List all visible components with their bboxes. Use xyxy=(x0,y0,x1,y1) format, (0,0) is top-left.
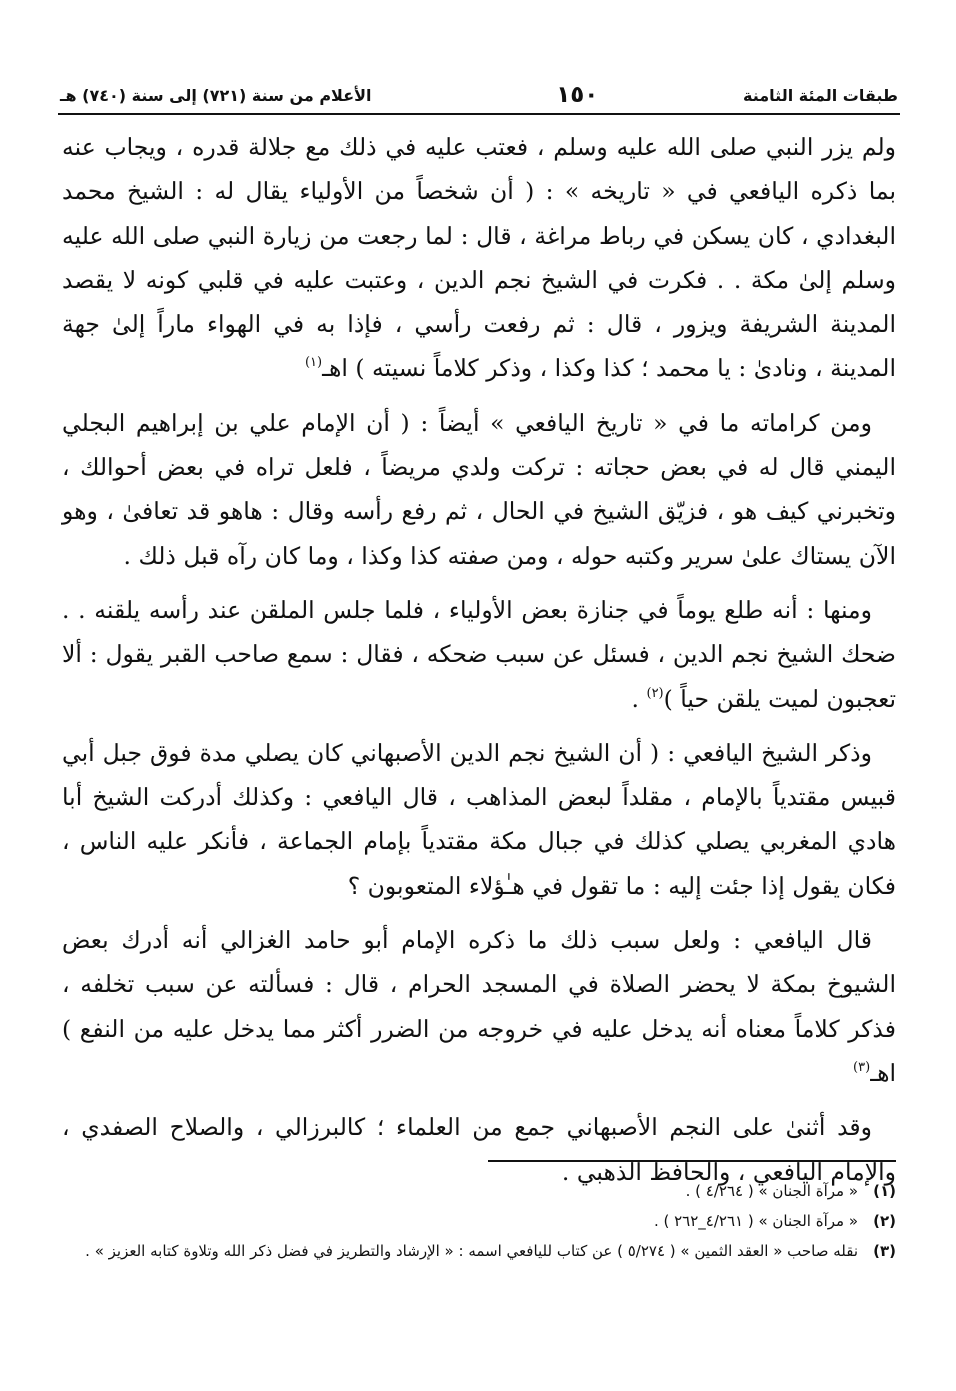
section-title: الأعلام من سنة (٧٢١) إلى سنة (٧٤٠) هـ xyxy=(60,85,372,105)
paragraph-text: قال اليافعي : ولعل سبب ذلك ما ذكره الإمام أبو حامد الغزالي أنه أدرك بعض الشيوخ بمكة لا يحضر الصلاة في المسجد الحرام ، قال : فسألته عن سبب تخلفه ، فذكر كلاماً معناه أنه يدخل عليه في خروجه من الضرر أكثر مما يدخل عليه من النفع ) اهـ xyxy=(62,926,896,1087)
book-title: طبقات المئة الثامنة xyxy=(743,85,898,105)
paragraph xyxy=(62,125,896,391)
footnotes xyxy=(66,1178,896,1268)
footnote-rule xyxy=(488,1160,896,1162)
paragraph-text: ولم يزر النبي صلى الله عليه وسلم ، فعتب عليه في ذلك مع جلالة قدره ، ويجاب عنه بما ذكره اليافعي في « تاريخه » : ( أن شخصاً من الأولياء يقال له : الشيخ محمد البغدادي ، كان يسكن في رباط مراغة ، قال : لما رجعت من زيارة النبي صلى الله عليه وسلم إلىٰ مكة . . فكرت في الشيخ نجم الدين ، وعتبت عليه في قلبي كونه لا يقصد المدينة الشريفة ويزور ، قال : ثم رفعت رأسي ، فإذا به في الهواء ماراً إلىٰ جهة المدينة ، ونادىٰ : يا محمد ؛ كذا وكذا ، وذكر كلاماً نسيته ) اهـ xyxy=(62,133,896,383)
footnote-number: (٢) xyxy=(873,1212,896,1230)
footnote xyxy=(66,1208,896,1235)
paragraph-tail: . xyxy=(631,684,647,713)
footnote xyxy=(66,1178,896,1205)
paragraph xyxy=(62,588,896,721)
paragraph xyxy=(62,401,896,578)
header-rule xyxy=(58,113,900,115)
footnote-ref: (١) xyxy=(304,355,323,371)
footnote-text: « مرآة الجنان » ( ٤/٢٦١_٢٦٢ ) . xyxy=(653,1212,858,1230)
paragraph xyxy=(62,918,896,1095)
page-number: ١٥٠ xyxy=(556,82,599,108)
footnote-number: (٣) xyxy=(873,1242,896,1260)
footnote-number: (١) xyxy=(873,1182,896,1200)
footnote xyxy=(66,1238,896,1265)
running-header xyxy=(60,80,898,110)
paragraph-text: وذكر الشيخ اليافعي : ( أن الشيخ نجم الدين الأصبهاني كان يصلي مدة فوق جبل أبي قبيس مقتدياً بالإمام ، مقلداً لبعض المذاهب ، قال اليافعي : وكذلك أدركت الشيخ أبا هادي المغربي يصلي كذلك في جبال مكة مقتدياً بإمام الجماعة ، فأنكر عليه الناس ، فكان يقول إذا جئت إليه : ما تقول في هـٰؤلاء المتعوبون ؟ xyxy=(62,738,896,900)
footnote-ref: (٣) xyxy=(853,1059,871,1075)
footnote-text: نقله صاحب « العقد الثمين » ( ٥/٢٧٤ ) عن كتاب لليافعي اسمه : « الإرشاد والتطريز في فضل ذكر الله وتلاوة كتابه العزيز » . xyxy=(85,1242,858,1260)
paragraph-text: وقد أثنىٰ على النجم الأصبهاني جمع من العلماء ؛ كالبرزالي ، والصلاح الصفدي ، والإمام اليافعي ، والحافظ الذهبي . xyxy=(62,1113,896,1186)
paragraph-text: ومنها : أنه طلع يوماً في جنازة بعض الأولياء ، فلما جلس الملقن عند رأسه يلقنه . . ضحك الشيخ نجم الدين ، فسئل عن سبب ضحكه ، فقال : سمع صاحب القبر يقول : ألا تعجبون لميت يلقن حياً ) xyxy=(62,595,896,713)
footnote-ref: (٢) xyxy=(646,685,664,701)
paragraph xyxy=(62,731,896,908)
footnote-text: « مرآة الجنان » ( ٤/٢٦٤ ) . xyxy=(685,1182,858,1200)
main-text xyxy=(62,125,896,1204)
paragraph-text: ومن كراماته ما في « تاريخ اليافعي » أيضاً : ( أن الإمام علي بن إبراهيم البجلي اليمني قال له في بعض حجاته : تركت ولدي مريضاً ، فلعل تراه في بعض أحوالك ، وتخبرني كيف هو ، فزيّق الشيخ في الحال ، ثم رفع رأسه وقال : هاهو قد تعافىٰ ، وهو الآن يستاك علىٰ سرير وكتبه حوله ، ومن صفته كذا وكذا ، وما كان رآه قبل ذلك . xyxy=(62,408,896,570)
